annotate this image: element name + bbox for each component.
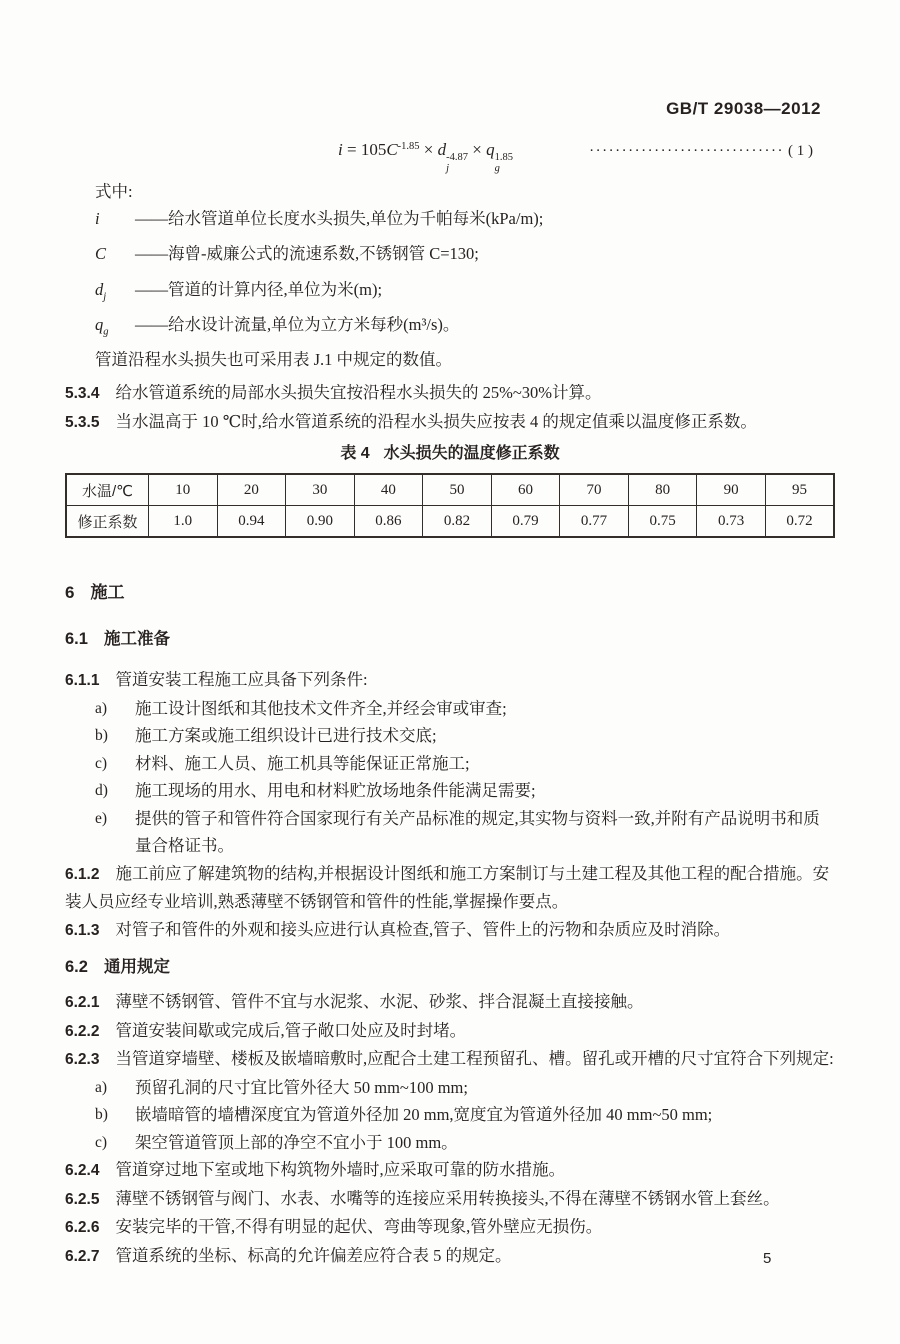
table-4-title: 表 4 水头损失的温度修正系数 <box>340 445 560 463</box>
coef-cell: 1.0 <box>149 506 218 538</box>
where-label: 式中: <box>95 182 133 201</box>
clause-6-2-1 <box>65 988 835 1017</box>
clause-text: 管道系统的坐标、标高的允许偏差应符合表 5 的规定。 <box>115 1245 512 1265</box>
list-text: 材料、施工人员、施工机具等能保证正常施工; <box>135 753 470 773</box>
symbol-qg: $q_g$ <box>95 314 109 338</box>
clause-text: 安装完毕的干管,不得有明显的起伏、弯曲等现象,管外壁应无损伤。 <box>115 1217 603 1237</box>
coef-cell: 0.77 <box>560 506 629 538</box>
symbol-dj: $d_j$ <box>95 279 107 302</box>
clause-6-2-6 <box>65 1213 835 1242</box>
list-item-c <box>65 1129 835 1157</box>
temp-cell: 40 <box>354 474 423 506</box>
clause-number: 6.2.3 <box>65 1051 100 1069</box>
clause-text: 给水管道系统的局部水头损失宜按沿程水头损失的 25%~30%计算。 <box>115 383 602 403</box>
clause-6-1-2 <box>65 860 835 916</box>
equation-number: ( 1 ) <box>788 143 813 159</box>
clause-text: 管道穿过地下室或地下构筑物外墙时,应采取可靠的防水措施。 <box>115 1160 566 1180</box>
list-label: c) <box>95 1133 108 1151</box>
clause-text: 薄壁不锈钢管与阀门、水表、水嘴等的连接应采用转换接头,不得在薄壁不锈钢水管上套丝。 <box>115 1188 780 1208</box>
clause-6-1-1 <box>65 666 835 695</box>
list-item-c <box>65 750 835 778</box>
clause-number: 6.2.7 <box>65 1247 100 1265</box>
coef-cell: 0.75 <box>628 506 697 538</box>
temp-cell: 95 <box>765 474 834 506</box>
list-text: 预留孔洞的尺寸宜比管外径大 50 mm~100 mm; <box>135 1077 468 1097</box>
list-text: 施工方案或施工组织设计已进行技术交底; <box>135 726 437 746</box>
section-6-1-heading: 6.1 施工准备 <box>65 630 170 649</box>
clause-6-2-5 <box>65 1185 835 1214</box>
clause-text: 薄壁不锈钢管、管件不宜与水泥浆、水泥、砂浆、拌合混凝土直接接触。 <box>115 992 644 1012</box>
definition-text: ——给水管道单位长度水头损失,单位为千帕每米(kPa/m); <box>135 209 544 228</box>
list-text: 提供的管子和管件符合国家现行有关产品标准的规定,其实物与资料一致,并附有产品说明书和质量合格证书。 <box>135 808 820 856</box>
clause-number: 6.2.6 <box>65 1219 100 1237</box>
list-item-a <box>65 1074 835 1102</box>
page-number: 5 <box>763 1250 772 1267</box>
coef-cell: 0.86 <box>354 506 423 538</box>
list-text: 架空管道管顶上部的净空不宜小于 100 mm。 <box>135 1132 458 1152</box>
clause-number: 6.1.2 <box>65 865 100 883</box>
list-label: b) <box>95 1106 108 1124</box>
symbol-C: C <box>95 244 107 264</box>
clause-5-3-4 <box>65 379 835 408</box>
symbol-i: i <box>95 209 100 228</box>
section-6-heading: 6 施工 <box>65 583 125 603</box>
clause-6-2-3 <box>65 1045 835 1074</box>
coef-cell: 0.72 <box>765 506 834 538</box>
list-label: d) <box>95 782 108 800</box>
clause-number: 6.2.5 <box>65 1190 100 1208</box>
friction-loss-note: 管道沿程水头损失也可采用表 J.1 中规定的数值。 <box>95 350 453 370</box>
table-row-coefficient <box>66 506 834 538</box>
temp-cell: 90 <box>697 474 766 506</box>
list-text: 施工现场的用水、用电和材料贮放场地条件能满足需要; <box>135 781 536 801</box>
page-content <box>65 0 835 1270</box>
table-row-temperature <box>66 474 834 506</box>
clause-number: 6.1.1 <box>65 672 100 690</box>
list-label: a) <box>95 699 108 717</box>
definition-i <box>95 205 835 240</box>
definition-text: ——管道的计算内径,单位为米(m); <box>135 279 383 299</box>
table-4-temperature-correction <box>65 473 835 538</box>
coef-cell: 0.90 <box>286 506 355 538</box>
definition-qg <box>95 311 835 346</box>
list-item-b <box>65 1101 835 1129</box>
clause-text: 当管道穿墙壁、楼板及嵌墙暗敷时,应配合土建工程预留孔、槽。留孔或开槽的尺寸宜符合下列规定: <box>115 1049 834 1069</box>
list-text: 施工设计图纸和其他技术文件齐全,并经会审或审查; <box>135 698 507 718</box>
clause-text: 对管子和管件的外观和接头应进行认真检查,管子、管件上的污物和杂质应及时消除。 <box>115 919 731 939</box>
list-item-b <box>65 722 835 750</box>
clause-text: 施工前应了解建筑物的结构,并根据设计图纸和施工方案制订与土建工程及其他工程的配合措施。安装人员应经专业培训,熟悉薄壁不锈钢管和管件的性能,掌握操作要点。 <box>65 863 830 912</box>
definition-C <box>95 240 835 275</box>
clause-number: 6.2.4 <box>65 1162 100 1180</box>
temp-cell: 30 <box>286 474 355 506</box>
temp-cell: 70 <box>560 474 629 506</box>
clause-6-2-7 <box>65 1242 835 1271</box>
list-label: a) <box>95 1078 108 1096</box>
coef-cell: 0.94 <box>217 506 286 538</box>
definition-text: ——给水设计流量,单位为立方米每秒(m³/s)。 <box>135 314 460 334</box>
list-text: 嵌墙暗管的墙槽深度宜为管道外径加 20 mm,宽度宜为管道外径加 40 mm~50 mm; <box>135 1105 713 1125</box>
list-item-d <box>65 777 835 805</box>
clause-text: 管道安装工程施工应具备下列条件: <box>115 670 368 690</box>
clause-text: 当水温高于 10 ℃时,给水管道系统的沿程水头损失应按表 4 的规定值乘以温度修正系数。 <box>115 412 757 432</box>
standard-number: GB/T 29038—2012 <box>666 99 821 118</box>
clause-6-2-4 <box>65 1156 835 1185</box>
list-label: e) <box>95 809 108 827</box>
clause-text: 管道安装间歇或完成后,管子敞口处应及时封堵。 <box>115 1020 467 1040</box>
clause-5-3-5 <box>65 408 835 437</box>
dot-leader: ······························ <box>589 143 784 159</box>
clause-number: 6.2.2 <box>65 1022 100 1040</box>
section-6-2-heading: 6.2 通用规定 <box>65 958 170 977</box>
definition-text: ——海曾-威廉公式的流速系数,不锈钢管 C=130; <box>135 244 479 264</box>
temp-cell: 50 <box>423 474 492 506</box>
clause-6-2-2 <box>65 1017 835 1046</box>
list-label: b) <box>95 727 108 745</box>
coef-cell: 0.79 <box>491 506 560 538</box>
list-item-e <box>65 805 835 860</box>
temp-cell: 20 <box>217 474 286 506</box>
row-header-temp: 水温/℃ <box>66 474 149 506</box>
row-header-coef: 修正系数 <box>66 506 149 538</box>
list-item-a <box>65 695 835 723</box>
temp-cell: 10 <box>149 474 218 506</box>
clause-number: 6.2.1 <box>65 994 100 1012</box>
clause-6-1-3 <box>65 916 835 945</box>
clause-number: 5.3.5 <box>65 414 100 432</box>
coef-cell: 0.73 <box>697 506 766 538</box>
clause-number: 5.3.4 <box>65 385 100 403</box>
coef-cell: 0.82 <box>423 506 492 538</box>
equation-1 <box>65 140 835 174</box>
equation-1-expression: $i = 105C^{-1.85} \times d$ -4.87 j × q 1.85 g <box>338 140 513 174</box>
definition-dj <box>95 276 835 311</box>
clause-number: 6.1.3 <box>65 921 100 939</box>
equation-1-leader <box>589 143 813 160</box>
temp-cell: 80 <box>628 474 697 506</box>
temp-cell: 60 <box>491 474 560 506</box>
list-label: c) <box>95 754 108 772</box>
